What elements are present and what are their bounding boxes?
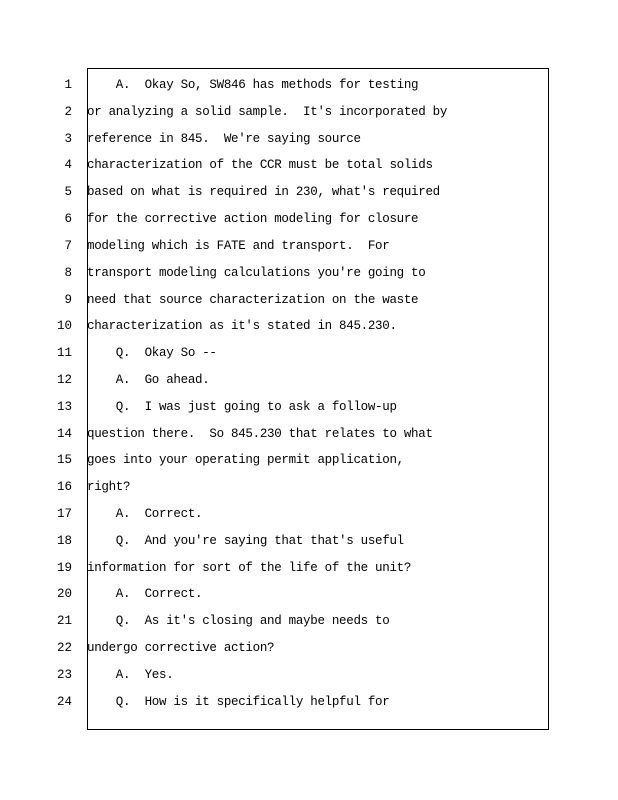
transcript-line [0, 612, 618, 630]
line-text: Q. I was just going to ask a follow-up [87, 400, 397, 414]
line-text: characterization of the CCR must be total solids [87, 158, 433, 172]
line-text: modeling which is FATE and transport. For [87, 239, 390, 253]
line-text: goes into your operating permit application, [87, 453, 404, 467]
line-number: 24 [56, 695, 72, 709]
line-text: A. Yes. [87, 668, 174, 682]
line-number: 6 [64, 212, 72, 226]
line-number: 19 [56, 561, 72, 575]
transcript-line [0, 103, 618, 121]
line-text: question there. So 845.230 that relates to what [87, 427, 433, 441]
transcript-line [0, 156, 618, 174]
line-text: Q. As it's closing and maybe needs to [87, 614, 390, 628]
line-text: information for sort of the life of the unit? [87, 561, 412, 575]
line-text: right? [87, 480, 131, 494]
line-text: A. Okay So, SW846 has methods for testing [87, 78, 419, 92]
transcript-line [0, 505, 618, 523]
line-number: 16 [56, 480, 72, 494]
line-number: 5 [64, 185, 72, 199]
transcript-line [0, 425, 618, 443]
transcript-line [0, 693, 618, 711]
transcript-line [0, 666, 618, 684]
transcript-line [0, 639, 618, 657]
line-text: based on what is required in 230, what's required [87, 185, 440, 199]
line-number: 22 [56, 641, 72, 655]
line-number: 14 [56, 427, 72, 441]
transcript-line [0, 451, 618, 469]
transcript-line [0, 398, 618, 416]
line-number: 11 [56, 346, 72, 360]
line-text: reference in 845. We're saying source [87, 132, 361, 146]
line-text: A. Go ahead. [87, 373, 210, 387]
line-number: 18 [56, 534, 72, 548]
line-number: 2 [64, 105, 72, 119]
line-text: Q. And you're saying that that's useful [87, 534, 404, 548]
transcript-line [0, 183, 618, 201]
line-text: undergo corrective action? [87, 641, 275, 655]
line-number: 7 [64, 239, 72, 253]
line-number: 4 [64, 158, 72, 172]
transcript-line [0, 210, 618, 228]
transcript-line [0, 317, 618, 335]
transcript-line [0, 478, 618, 496]
transcript-line [0, 264, 618, 282]
transcript-line [0, 237, 618, 255]
line-number: 3 [64, 132, 72, 146]
line-number: 15 [56, 453, 72, 467]
transcript-line [0, 371, 618, 389]
line-text: for the corrective action modeling for closure [87, 212, 419, 226]
line-text: A. Correct. [87, 587, 203, 601]
line-text: transport modeling calculations you're going to [87, 266, 426, 280]
line-number: 8 [64, 266, 72, 280]
line-number: 1 [64, 78, 72, 92]
transcript-line [0, 532, 618, 550]
line-text: characterization as it's stated in 845.230. [87, 319, 397, 333]
line-text: need that source characterization on the waste [87, 293, 419, 307]
line-text: or analyzing a solid sample. It's incorporated by [87, 105, 448, 119]
line-number: 23 [56, 668, 72, 682]
transcript-line [0, 585, 618, 603]
line-number: 13 [56, 400, 72, 414]
line-text: Q. How is it specifically helpful for [87, 695, 390, 709]
line-number: 21 [56, 614, 72, 628]
transcript-line [0, 559, 618, 577]
transcript-line [0, 130, 618, 148]
line-number: 12 [56, 373, 72, 387]
line-number: 17 [56, 507, 72, 521]
line-number: 10 [56, 319, 72, 333]
transcript-line [0, 291, 618, 309]
line-text: A. Correct. [87, 507, 203, 521]
line-text: Q. Okay So -- [87, 346, 217, 360]
line-number: 20 [56, 587, 72, 601]
transcript-line [0, 76, 618, 94]
transcript-line [0, 344, 618, 362]
line-number: 9 [64, 293, 72, 307]
